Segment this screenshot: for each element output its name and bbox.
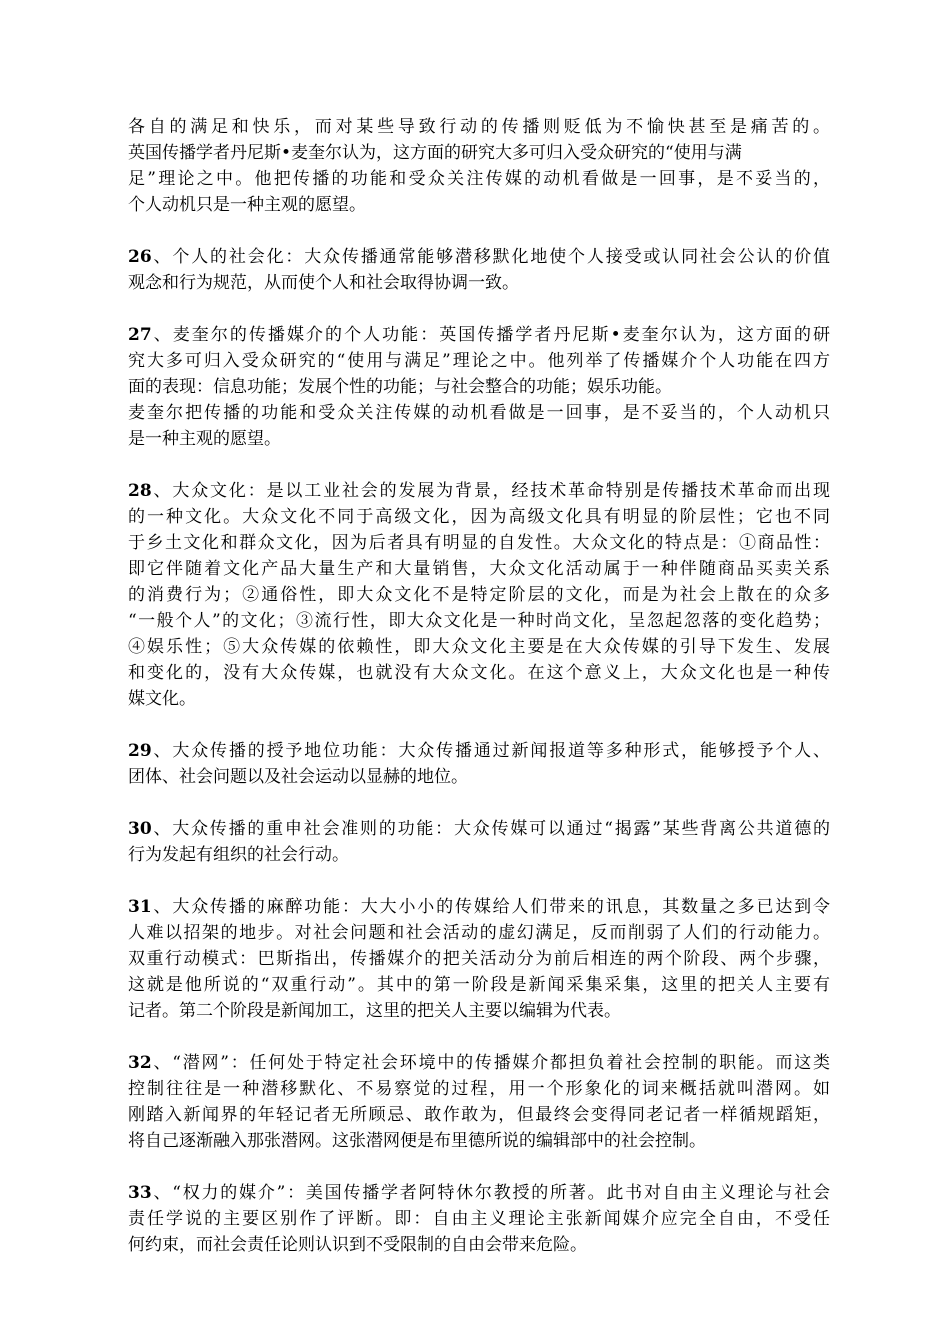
text-line: 是一种主观的愿望。 (128, 429, 281, 449)
section-number: 31 (128, 897, 152, 917)
text-line: 英国传播学者丹尼斯•麦奎尔认为，这方面的研究大多可归入受众研究的“使用与满 (128, 143, 742, 163)
text-line: 究大多可归入受众研究的“使用与满足”理论之中。他列举了传播媒介个人功能在四方 (128, 351, 830, 371)
text-line: 行为发起有组织的社会行动。 (128, 845, 349, 865)
text-line: 这就是他所说的“双重行动”。其中的第一阶段是新闻采集采集，这里的把关人主要有 (128, 975, 830, 995)
text-line: 记者。第二个阶段是新闻加工，这里的把关人主要以编辑为代表。 (128, 1001, 621, 1021)
section-first-line (128, 478, 830, 504)
section-first-line (128, 1180, 830, 1206)
text-line: 人难以招架的地步。对社会问题和社会活动的虚幻满足，反而削弱了人们的行动能力。 (128, 923, 830, 943)
text-line: “一般个人”的文化；③流行性，即大众文化是一种时尚文化，呈忽起忽落的变化趋势； (128, 611, 830, 631)
text-line: 各自的满足和快乐，而对某些导致行动的传播则贬低为不愉快甚至是痛苦的。 (128, 117, 830, 137)
section-first-line (128, 244, 830, 270)
section-29 (128, 738, 830, 790)
text-line: 和变化的，没有大众传媒，也就没有大众文化。在这个意义上，大众文化也是一种传 (128, 663, 830, 683)
text-line: 媒文化。 (128, 689, 196, 709)
text-line: 的一种文化。大众文化不同于高级文化，因为高级文化具有明显的阶层性；它也不同 (128, 507, 830, 527)
section-26 (128, 244, 830, 296)
section-first-line (128, 1050, 830, 1076)
text-line: 将自己逐渐融入那张潜网。这张潜网便是布里德所说的编辑部中的社会控制。 (128, 1131, 706, 1151)
intro-paragraph (128, 114, 830, 218)
text-line: 刚踏入新闻界的年轻记者无所顾忌、敢作敢为，但最终会变得同老记者一样循规蹈矩， (128, 1105, 830, 1125)
section-number: 26 (128, 247, 152, 267)
section-number: 33 (128, 1183, 152, 1203)
section-first-line (128, 816, 830, 842)
text-line: 的消费行为；②通俗性，即大众文化不是特定阶层的文化，而是为社会上散在的众多 (128, 585, 830, 605)
section-heading-text: 、“潜网”：任何处于特定社会环境中的传播媒介都担负着社会控制的职能。而这类 (151, 1053, 830, 1073)
section-number: 30 (128, 819, 152, 839)
text-line: 于乡土文化和群众文化，因为后者具有明显的自发性。大众文化的特点是：①商品性： (128, 533, 830, 553)
section-31 (128, 894, 830, 1024)
section-30 (128, 816, 830, 868)
section-heading-text: 、个人的社会化：大众传播通常能够潜移默化地使个人接受或认同社会公认的价值 (151, 247, 830, 267)
section-27 (128, 322, 830, 452)
section-heading-text: 、大众传播的重申社会准则的功能：大众传媒可以通过“揭露”某些背离公共道德的 (151, 819, 830, 839)
text-line: 责任学说的主要区别作了评断。即：自由主义理论主张新闻媒介应完全自由，不受任 (128, 1209, 830, 1229)
text-line: 足”理论之中。他把传播的功能和受众关注传媒的动机看做是一回事，是不妥当的， (128, 169, 830, 189)
text-line: 麦奎尔把传播的功能和受众关注传媒的动机看做是一回事，是不妥当的，个人动机只 (128, 403, 830, 423)
section-heading-text: 、大众文化：是以工业社会的发展为背景，经技术革命特别是传播技术革命而出现 (151, 481, 830, 501)
section-32 (128, 1050, 830, 1154)
section-heading-text: 、大众传播的麻醉功能：大大小小的传媒给人们带来的讯息，其数量之多已达到令 (151, 897, 830, 917)
section-heading-text: 、“权力的媒介”：美国传播学者阿特休尔教授的所著。此书对自由主义理论与社会 (151, 1183, 830, 1203)
section-heading-text: 、麦奎尔的传播媒介的个人功能：英国传播学者丹尼斯•麦奎尔认为，这方面的研 (151, 325, 830, 345)
text-line: 团体、社会问题以及社会运动以显赫的地位。 (128, 767, 468, 787)
text-line: 何约束，而社会责任论则认识到不受限制的自由会带来危险。 (128, 1235, 587, 1255)
text-line: 观念和行为规范，从而使个人和社会取得协调一致。 (128, 273, 519, 293)
text-line: 即它伴随着文化产品大量生产和大量销售，大众文化活动属于一种伴随商品买卖关系 (128, 559, 830, 579)
section-first-line (128, 894, 830, 920)
text-line: 双重行动模式：巴斯指出，传播媒介的把关活动分为前后相连的两个阶段、两个步骤， (128, 949, 830, 969)
section-number: 29 (128, 741, 152, 761)
text-line: ④娱乐性；⑤大众传媒的依赖性，即大众文化主要是在大众传媒的引导下发生、发展 (128, 637, 830, 657)
section-heading-text: 、大众传播的授予地位功能：大众传播通过新闻报道等多种形式，能够授予个人、 (151, 741, 830, 761)
text-line: 面的表现：信息功能；发展个性的功能；与社会整合的功能；娱乐功能。 (128, 377, 672, 397)
text-line: 个人动机只是一种主观的愿望。 (128, 195, 366, 215)
section-first-line (128, 738, 830, 764)
section-33 (128, 1180, 830, 1258)
section-28 (128, 478, 830, 712)
section-number: 32 (128, 1053, 152, 1073)
section-number: 28 (128, 481, 152, 501)
section-number: 27 (128, 325, 152, 345)
section-first-line (128, 322, 830, 348)
text-line: 控制往往是一种潜移默化、不易察觉的过程，用一个形象化的词来概括就叫潜网。如 (128, 1079, 830, 1099)
